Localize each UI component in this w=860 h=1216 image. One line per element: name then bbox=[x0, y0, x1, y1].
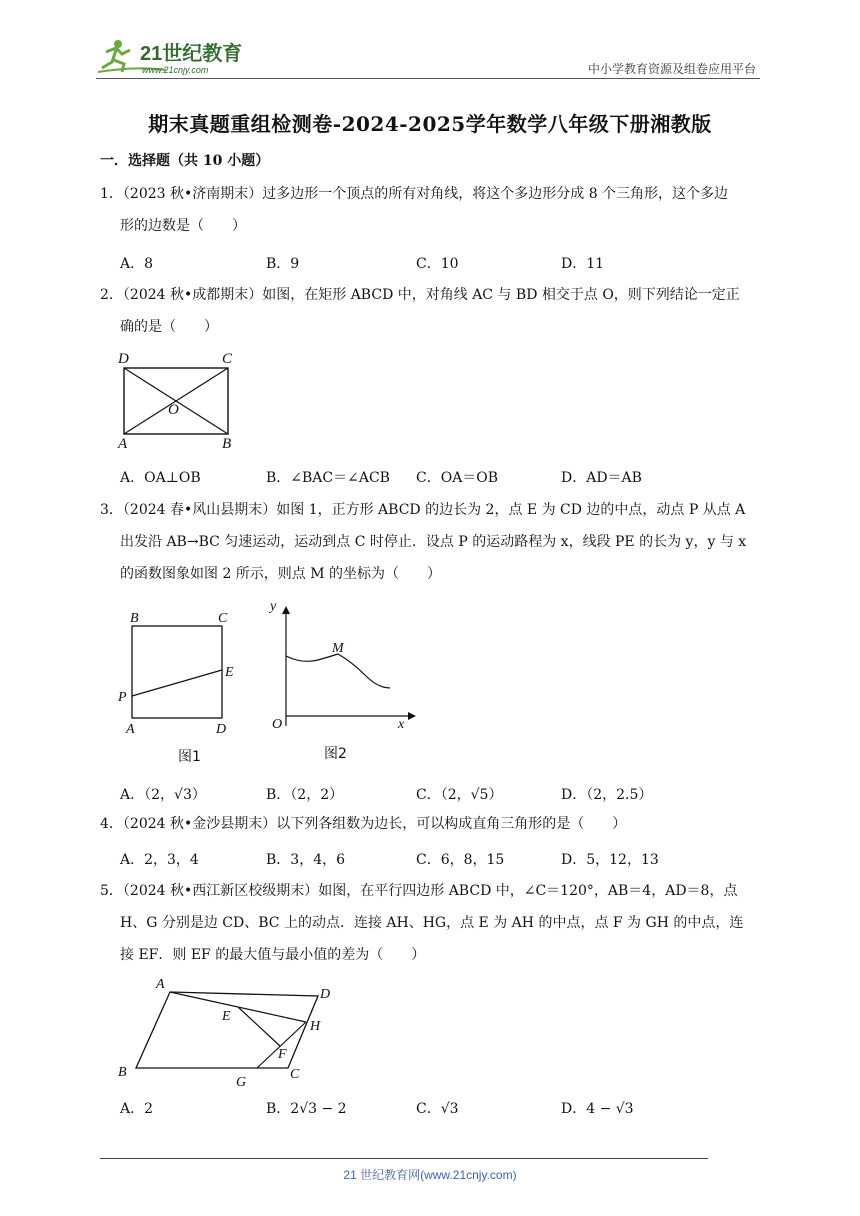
runner-logo-icon bbox=[96, 38, 266, 78]
label-h: H bbox=[310, 1019, 321, 1034]
options-q5 bbox=[120, 1098, 770, 1118]
option-c[interactable]: C．10 bbox=[416, 256, 459, 272]
section-heading: 一．选择题（共 10 小题） bbox=[100, 153, 270, 169]
label-m: M bbox=[332, 641, 344, 656]
question-text: 1．（2023 秋•济南期末）过多边形一个顶点的所有对角线，将这个多边形分成 8 个三角形，这个多边 bbox=[100, 186, 729, 202]
question-text-cont: 接 EF．则 EF 的最大值与最小值的差为（ ） bbox=[120, 947, 426, 963]
figure-caption: 图1 bbox=[178, 749, 201, 765]
label-p: P bbox=[118, 690, 127, 705]
label-e: E bbox=[222, 1009, 231, 1024]
question-4 bbox=[100, 808, 764, 840]
label-a: A bbox=[156, 977, 165, 992]
option-c[interactable]: C．6，8，15 bbox=[416, 852, 505, 868]
option-a[interactable]: A．（2，√3） bbox=[120, 787, 206, 803]
question-text: 5．（2024 秋•西江新区校级期末）如图，在平行四边形 ABCD 中，∠C＝120°，AB＝4，AD＝8，点 bbox=[100, 883, 738, 899]
option-b[interactable]: B．∠BAC＝∠ACB bbox=[266, 470, 390, 486]
label-d: D bbox=[216, 722, 227, 737]
option-d[interactable]: D．11 bbox=[561, 256, 605, 272]
label-o: O bbox=[168, 402, 179, 418]
option-b[interactable]: B．（2，2） bbox=[266, 787, 344, 803]
svg-text:21世纪教育: 21世纪教育 bbox=[140, 43, 243, 65]
question-text: 4．（2024 秋•金沙县期末）以下列各组数为边长，可以构成直角三角形的是（ ） bbox=[100, 816, 627, 832]
graph-curve bbox=[286, 654, 390, 688]
label-b: B bbox=[222, 436, 232, 452]
label-f: F bbox=[278, 1047, 287, 1062]
option-a[interactable]: A．OA⊥OB bbox=[120, 470, 201, 486]
option-c[interactable]: C．（2，√5） bbox=[416, 787, 503, 803]
label-o: O bbox=[272, 717, 283, 732]
options-q4 bbox=[120, 849, 770, 869]
parallelogram-figure bbox=[112, 974, 342, 1086]
options-q3 bbox=[120, 784, 770, 804]
question-2 bbox=[100, 279, 764, 343]
option-c[interactable]: C．√3 bbox=[416, 1101, 459, 1117]
page-title: 期末真题重组检测卷-2024-2025学年数学八年级下册湘教版 bbox=[148, 112, 712, 136]
question-text-cont: H、G 分别是边 CD、BC 上的动点．连接 AH、HG，点 E 为 AH 的中点，点 F 为 GH 的中点，连 bbox=[120, 915, 744, 931]
question-text-cont: 确的是（ ） bbox=[120, 319, 218, 335]
label-d: D bbox=[118, 351, 129, 367]
label-c: C bbox=[222, 351, 233, 367]
label-y: y bbox=[270, 599, 277, 614]
option-d[interactable]: D．AD＝AB bbox=[561, 470, 642, 486]
label-e: E bbox=[225, 665, 234, 680]
option-b[interactable]: B．9 bbox=[266, 256, 300, 272]
question-text-cont: 形的边数是（ ） bbox=[120, 218, 246, 234]
label-a: A bbox=[126, 722, 135, 737]
question-text: 3．（2024 春•风山县期末）如图 1，正方形 ABCD 的边长为 2，点 E 为 CD 边的中点，动点 P 从点 A bbox=[100, 502, 746, 518]
option-d[interactable]: D．4 − √3 bbox=[561, 1101, 634, 1117]
footer-link[interactable]: 21 世纪教育网(www.21cnjy.com) bbox=[343, 1168, 517, 1182]
question-text: 2．（2024 秋•成都期末）如图，在矩形 ABCD 中，对角线 AC 与 BD 相交于点 O，则下列结论一定正 bbox=[100, 287, 740, 303]
question-text-cont: 的函数图象如图 2 所示，则点 M 的坐标为（ ） bbox=[120, 566, 442, 582]
figure-caption: 图2 bbox=[324, 746, 347, 762]
header-divider bbox=[96, 78, 760, 79]
option-d[interactable]: D．5，12，13 bbox=[561, 852, 659, 868]
function-graph-2 bbox=[262, 598, 422, 768]
question-1 bbox=[100, 178, 764, 242]
footer-divider bbox=[100, 1158, 708, 1159]
label-d: D bbox=[320, 987, 331, 1002]
platform-name: 中小学教育资源及组卷应用平台 bbox=[587, 62, 756, 76]
option-b[interactable]: B．3，4，6 bbox=[266, 852, 346, 868]
label-b: B bbox=[118, 1065, 127, 1080]
rectangle-figure bbox=[112, 348, 242, 452]
question-5 bbox=[100, 875, 764, 971]
option-a[interactable]: A．2 bbox=[120, 1101, 154, 1117]
option-d[interactable]: D．（2，2.5） bbox=[561, 787, 653, 803]
label-a: A bbox=[118, 436, 128, 452]
question-3 bbox=[100, 494, 764, 590]
label-g: G bbox=[236, 1075, 247, 1086]
option-a[interactable]: A．2，3，4 bbox=[120, 852, 199, 868]
option-b[interactable]: B．2√3 − 2 bbox=[266, 1101, 347, 1117]
svg-text:www.21cnjy.com: www.21cnjy.com bbox=[142, 65, 209, 75]
label-x: x bbox=[398, 717, 405, 732]
label-b: B bbox=[130, 611, 139, 626]
label-c: C bbox=[290, 1067, 300, 1082]
question-text-cont: 出发沿 AB→BC 匀速运动，运动到点 C 时停止．设点 P 的运动路程为 x，线段 PE 的长为 y，y 与 x bbox=[120, 534, 747, 550]
options-q1 bbox=[120, 253, 770, 273]
site-logo bbox=[96, 38, 266, 78]
label-c: C bbox=[218, 611, 228, 626]
options-q2 bbox=[120, 467, 770, 487]
square-figure-1 bbox=[112, 600, 252, 770]
option-c[interactable]: C．OA＝OB bbox=[416, 470, 499, 486]
option-a[interactable]: A．8 bbox=[120, 256, 154, 272]
